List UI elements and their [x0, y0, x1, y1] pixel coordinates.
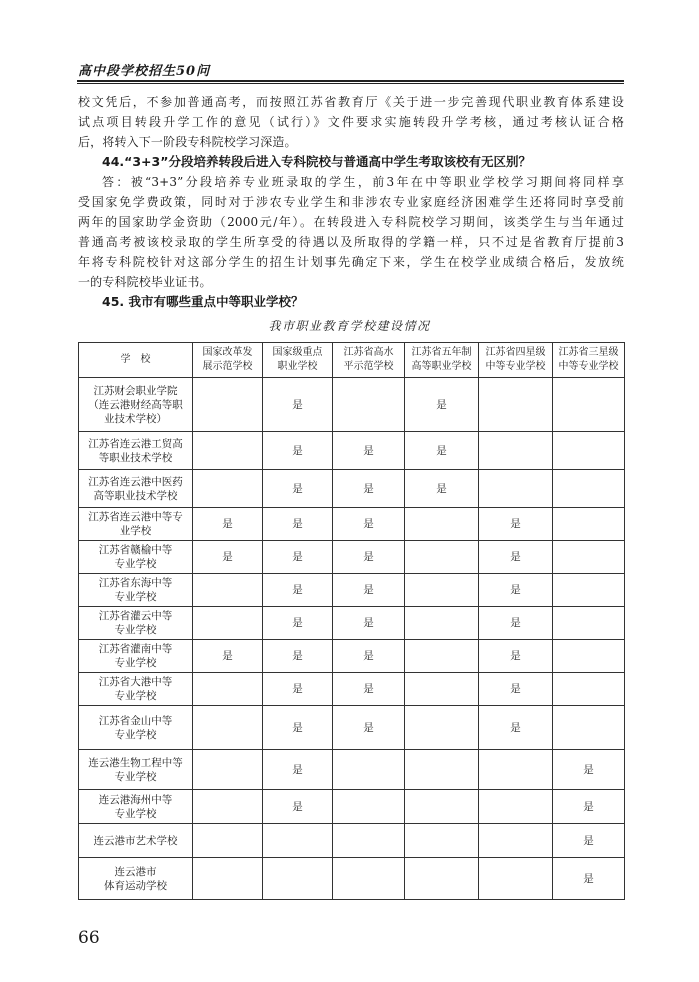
column-header-line: 高等职业学校 [411, 361, 472, 372]
designation-cell: 是 [193, 541, 263, 574]
table-body [79, 378, 625, 900]
table-row [79, 640, 625, 673]
table-header [79, 343, 625, 378]
school-name-line: 专业学校 [114, 624, 157, 636]
table-row [79, 790, 625, 824]
designation-cell [405, 790, 479, 824]
designation-cell [553, 640, 625, 673]
column-header-line: 江苏省三星级 [558, 347, 619, 358]
school-name-cell [79, 750, 193, 790]
column-header-line: 江苏省五年制 [411, 347, 472, 358]
designation-cell [193, 673, 263, 706]
table-row [79, 607, 625, 640]
school-name-line: 体育运动学校 [104, 879, 167, 892]
designation-cell: 是 [553, 824, 625, 858]
designation-cell [193, 790, 263, 824]
designation-cell: 是 [263, 470, 333, 508]
designation-cell [405, 574, 479, 607]
school-name-cell [79, 673, 193, 706]
table-row [79, 470, 625, 508]
designation-cell: 是 [193, 508, 263, 541]
header-rule-thin [77, 83, 624, 84]
table-row [79, 706, 625, 750]
designation-cell: 是 [479, 574, 553, 607]
column-header [405, 343, 479, 378]
designation-cell: 是 [553, 790, 625, 824]
designation-cell [553, 508, 625, 541]
designation-cell: 是 [479, 706, 553, 750]
designation-cell [479, 432, 553, 470]
designation-cell: 是 [333, 432, 405, 470]
column-header [553, 343, 625, 378]
column-header [263, 343, 333, 378]
school-name-line: 连云港市艺术学校 [93, 834, 178, 847]
designation-cell [405, 607, 479, 640]
designation-cell: 是 [333, 574, 405, 607]
designation-cell [333, 858, 405, 900]
question-44: 44.“3+3”分段培养转段后进入专科院校与普通高中学生考取该校有无区别？ [102, 154, 531, 169]
designation-cell [193, 858, 263, 900]
question-45: 45. 我市有哪些重点中等职业学校？ [102, 294, 304, 309]
designation-cell: 是 [479, 640, 553, 673]
designation-cell [405, 640, 479, 673]
designation-cell [405, 508, 479, 541]
school-name-line: 江苏省金山中等 [98, 714, 173, 727]
school-name-cell [79, 607, 193, 640]
body-line: 两年的国家助学金资助（2000元/年）。在转段进入专科院校学习期间，该类学生与当年通过 [78, 215, 624, 229]
school-name-line: 专业学校 [114, 591, 157, 603]
designation-cell [405, 541, 479, 574]
designation-cell [263, 824, 333, 858]
designation-cell: 是 [333, 607, 405, 640]
designation-cell [479, 790, 553, 824]
school-name-line: 江苏省赣榆中等 [98, 544, 173, 556]
school-name-line: 连云港市 [114, 865, 157, 878]
school-name-cell [79, 640, 193, 673]
column-header-line: 展示范学校 [202, 361, 253, 372]
designation-cell: 是 [333, 470, 405, 508]
table-row [79, 574, 625, 607]
designation-cell [193, 607, 263, 640]
designation-cell: 是 [263, 432, 333, 470]
designation-cell [263, 858, 333, 900]
school-name-line: 连云港海州中等 [98, 793, 173, 806]
school-name-cell [79, 541, 193, 574]
school-name-line: 专业学校 [114, 657, 157, 669]
designation-cell: 是 [479, 673, 553, 706]
designation-cell [405, 858, 479, 900]
designation-cell: 是 [405, 470, 479, 508]
school-name-line: 专业学校 [114, 728, 157, 741]
school-name-cell [79, 790, 193, 824]
designation-cell [193, 750, 263, 790]
designation-cell: 是 [263, 607, 333, 640]
designation-cell: 是 [263, 673, 333, 706]
header-row [79, 343, 625, 378]
column-header-line: 中等专业学校 [485, 361, 546, 372]
designation-cell [405, 750, 479, 790]
designation-cell [333, 790, 405, 824]
designation-cell: 是 [479, 541, 553, 574]
designation-cell: 是 [263, 378, 333, 432]
school-name-line: 专业学校 [114, 807, 157, 820]
table-row [79, 508, 625, 541]
table-row [79, 858, 625, 900]
designation-cell [193, 432, 263, 470]
table-row [79, 824, 625, 858]
designation-cell [553, 607, 625, 640]
column-header-line: 平示范学校 [343, 361, 394, 372]
school-name-line: 等职业技术学校 [98, 451, 173, 464]
designation-cell: 是 [193, 640, 263, 673]
school-name-cell [79, 706, 193, 750]
column-header-line: 国家级重点 [272, 347, 323, 358]
designation-cell [405, 673, 479, 706]
designation-cell: 是 [553, 858, 625, 900]
designation-cell [553, 574, 625, 607]
designation-cell [479, 750, 553, 790]
school-name-line: 江苏省灌云中等 [98, 610, 173, 622]
school-name-line: 江苏省灌南中等 [98, 643, 173, 655]
column-header [193, 343, 263, 378]
designation-cell: 是 [263, 508, 333, 541]
column-header-line: 江苏省高水 [343, 347, 394, 358]
body-line: 年将专科院校针对这部分学生的招生计划事先确定下来，学生在校学业成绩合格后，发放统 [78, 255, 624, 269]
school-name-cell [79, 574, 193, 607]
designation-cell: 是 [263, 790, 333, 824]
school-name-line: 江苏省连云港中等专 [88, 511, 183, 523]
designation-cell: 是 [333, 706, 405, 750]
school-name-line: 江苏省连云港中医药 [88, 475, 183, 488]
designation-cell [333, 824, 405, 858]
designation-cell: 是 [405, 378, 479, 432]
designation-cell: 是 [263, 640, 333, 673]
designation-cell [193, 706, 263, 750]
designation-cell [193, 470, 263, 508]
column-header [333, 343, 405, 378]
school-name-line: 专业学校 [114, 558, 157, 570]
designation-cell: 是 [263, 750, 333, 790]
body-line: 一的专科院校毕业证书。 [78, 275, 212, 289]
designation-cell [479, 858, 553, 900]
school-name-line: 江苏省大港中等 [98, 676, 173, 688]
column-header [479, 343, 553, 378]
designation-cell [333, 378, 405, 432]
designation-cell: 是 [263, 706, 333, 750]
designation-cell [193, 824, 263, 858]
school-name-line: （连云港财经高等职 [88, 398, 183, 411]
body-line: 普通高考被该校录取的学生所享受的待遇以及所取得的学籍一样，只不过是省教育厅提前3 [78, 235, 624, 249]
table-row [79, 378, 625, 432]
designation-cell [333, 750, 405, 790]
column-header-school [79, 343, 193, 378]
page-number: 66 [78, 928, 100, 948]
designation-cell: 是 [333, 508, 405, 541]
table-row [79, 432, 625, 470]
body-line: 后，将转入下一阶段专科院校学习深造。 [78, 135, 297, 149]
table-row [79, 750, 625, 790]
designation-cell [553, 706, 625, 750]
designation-cell [553, 470, 625, 508]
table-title: 我市职业教育学校建设情况 [268, 319, 431, 333]
designation-cell [553, 673, 625, 706]
designation-cell [553, 541, 625, 574]
school-name-line: 江苏财会职业学院 [93, 384, 178, 397]
header-rule [77, 80, 624, 82]
designation-cell [479, 470, 553, 508]
column-header-line: 职业学校 [277, 361, 318, 372]
designation-cell [193, 574, 263, 607]
designation-cell [479, 378, 553, 432]
school-name-line: 专业学校 [114, 770, 157, 783]
body-line: 答：被“3+3”分段培养专业班录取的学生，前3年在中等职业学校学习期间将同样享 [102, 175, 624, 189]
school-name-line: 高等职业技术学校 [93, 489, 178, 502]
designation-cell: 是 [263, 574, 333, 607]
designation-cell [405, 706, 479, 750]
school-name-cell [79, 470, 193, 508]
column-header-line: 国家改革发 [202, 347, 253, 358]
school-name-cell [79, 824, 193, 858]
school-name-cell [79, 432, 193, 470]
designation-cell: 是 [479, 508, 553, 541]
column-header-line: 学 校 [120, 354, 151, 365]
school-name-cell [79, 508, 193, 541]
school-name-line: 业学校 [119, 525, 152, 537]
school-name-cell [79, 858, 193, 900]
designation-cell: 是 [553, 750, 625, 790]
body-line: 受国家免学费政策，同时对于涉农专业学生和非涉农专业家庭经济困难学生还将同时享受前 [78, 195, 624, 209]
designation-cell: 是 [405, 432, 479, 470]
school-name-line: 连云港生物工程中等 [88, 756, 183, 769]
designation-cell [553, 432, 625, 470]
designation-cell: 是 [333, 640, 405, 673]
designation-cell: 是 [333, 673, 405, 706]
running-header: 高中段学校招生50问 [78, 64, 211, 79]
table-row [79, 673, 625, 706]
body-line: 试点项目转段升学工作的意见（试行）》文件要求实施转段升学考核，通过考核认证合格 [78, 115, 624, 129]
school-name-line: 业技术学校） [104, 412, 167, 425]
schools-table [78, 342, 625, 900]
column-header-line: 江苏省四星级 [485, 347, 546, 358]
designation-cell [479, 824, 553, 858]
body-line: 校文凭后，不参加普通高考，而按照江苏省教育厅《关于进一步完善现代职业教育体系建设 [78, 95, 624, 109]
designation-cell [405, 824, 479, 858]
school-name-line: 江苏省连云港工贸高 [88, 437, 183, 450]
designation-cell: 是 [263, 541, 333, 574]
designation-cell [193, 378, 263, 432]
school-name-cell [79, 378, 193, 432]
school-name-line: 江苏省东海中等 [98, 577, 173, 589]
column-header-line: 中等专业学校 [558, 361, 619, 372]
table-row [79, 541, 625, 574]
designation-cell: 是 [333, 541, 405, 574]
designation-cell: 是 [479, 607, 553, 640]
school-name-line: 专业学校 [114, 690, 157, 702]
designation-cell [553, 378, 625, 432]
